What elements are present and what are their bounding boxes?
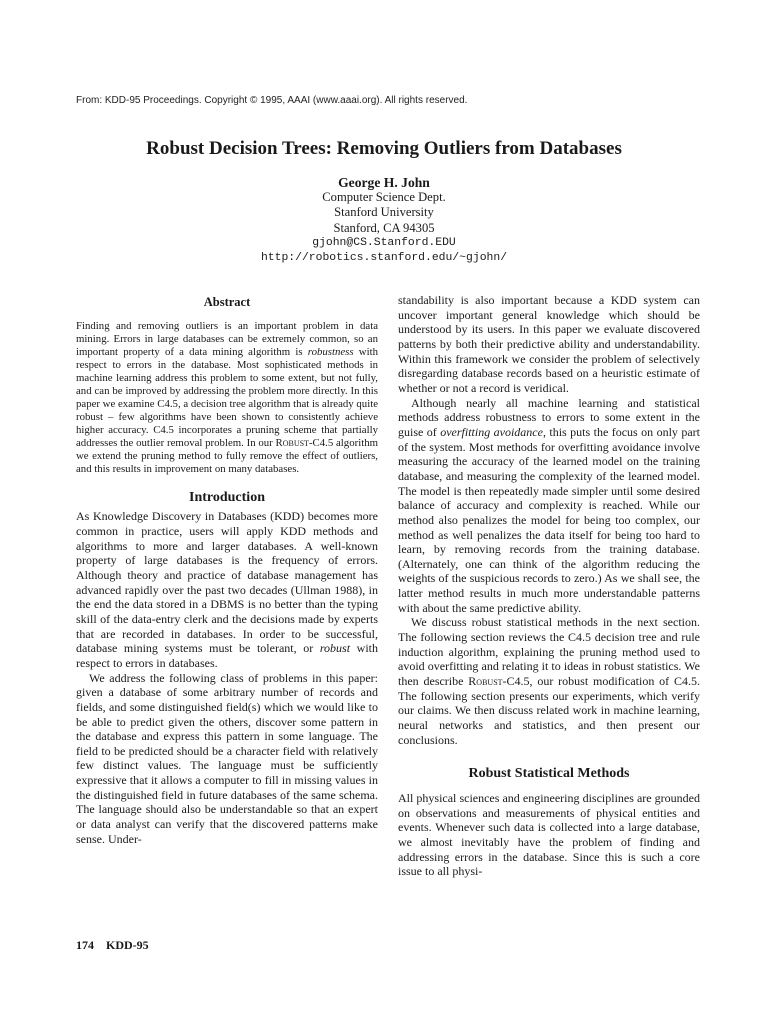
robust-methods-paragraph-1: All physical sciences and engineering disciplines are grounded on observations and measurements of physical entities and events. Whenever such data is collected into a large database, we almost inevitably have the problem of finding and addressing errors in the database. Since this is such a core issue to all physi-	[398, 791, 700, 879]
venue-label: KDD-95	[106, 938, 149, 952]
introduction-heading: Introduction	[189, 489, 265, 505]
paper-title: Robust Decision Trees: Removing Outliers from Databases	[146, 138, 622, 159]
intro-paragraph-2-continued: standability is also important because a KDD system can uncover important general knowledge which should be understood by its users. In this paper we evaluate discovered patterns by both their predictive ability and understandability. Within this framework we consider the problem of selectively disregarding database records based on a heuristic estimate of whether or not a record is veridical.	[398, 293, 700, 395]
left-column	[76, 295, 378, 846]
affiliation-address: Stanford, CA 94305	[333, 220, 435, 235]
copyright-notice: From: KDD-95 Proceedings. Copyright © 1995, AAAI (www.aaai.org). All rights reserved.	[76, 95, 468, 106]
intro-emphasis-overfitting: overfitting avoidance	[440, 424, 543, 439]
author-name: George H. John	[338, 175, 430, 190]
author-block	[0, 175, 768, 266]
intro-emphasis-robust: robust	[319, 641, 351, 656]
robust-smallcaps-2: Robust	[468, 674, 503, 689]
abstract-emphasis: robustness	[307, 345, 354, 358]
intro-paragraph-2: We address the following class of problems in this paper: given a database of some arbitrary number of records and fields, and some distinguished field(s) which we would like to be able to predict given the others, discover some pattern in the database and express this pattern in some language. The field to be predicted should be a character field with relatively few distinct values. The language must be sufficiently expressive that it allows a computer to fill in missing values in the distinguished field in future databases of the same schema. The language should also be understandable so that an expert or data analyst can verify that the discovered patterns make sense. Under-	[76, 670, 378, 846]
affiliation-university: Stanford University	[334, 205, 434, 220]
abstract-text: Finding and removing outliers is an important problem in data mining. Errors in large databases can be extremely common, so an important property of a data mining algorithm is robustness with respect to errors in the database. Most sophisticated methods in machine learning address this problem to some extent, but not fully, and can be improved by addressing the problem more directly. In this paper we examine C4.5, a decision tree algorithm that is already quite robust – few algorithms have been shown to consistently achieve higher accuracy. C4.5 incorporates a pruning scheme that partially addresses the outlier removal problem. In our Robust-C4.5 algorithm we extend the pruning method to fully remove the effect of outliers, and this results in improvement on many databases.	[76, 319, 378, 475]
intro-paragraph-1: As Knowledge Discovery in Databases (KDD) becomes more common in practice, users will apply KDD methods and algorithms to more and larger databases. A well-known property of large databases is the frequency of errors. Although theory and practice of database management has advanced rapidly over the past two decades (Ullman 1988), in the end the data stored in a DBMS is no better than the typing skill of the data-entry clerk and the decisions made by experts that are recorded in databases. In order to be successful, database mining systems must be tolerant, or robust with respect to errors in databases.	[76, 509, 378, 670]
intro-paragraph-4: We discuss robust statistical methods in the next section. The following section reviews the C4.5 decision tree and rule induction algorithm, explaining the pruning method used to avoid overfitting and relating it to ideas in robust statistics. We then describe Robust-C4.5, our robust modification of C4.5. The following section presents our experiments, which verify our claims. We then discuss related work in machine learning, neural networks and statistics, and then present our conclusions.	[398, 615, 700, 747]
page-footer	[76, 938, 149, 953]
abstract-heading: Abstract	[203, 295, 251, 309]
author-email: gjohn@CS.Stanford.EDU	[312, 236, 456, 249]
page-number: 174	[76, 938, 94, 952]
affiliation-dept: Computer Science Dept.	[322, 190, 446, 205]
right-column	[398, 293, 700, 879]
intro-paragraph-3: Although nearly all machine learning and statistical methods address robustness to errors to some extent in the guise of overfitting avoidance, this puts the focus on only part of the system. Most methods for overfitting avoidance involve measuring the accuracy of the learned model on the training database, and measuring the complexity of the learned model. The model is then repeatedly made simpler until some desired balance of accuracy and complexity is reached. While our method also penalizes the model for being too complex, our method as well penalizes the data itself for being too hard to learn, by removing records from the training database. (Alternately, one can think of the algorithm reducing the weights of the suspicious records to zero.) As we shall see, the latter method results in much more understandable patterns with about the same predictive ability.	[398, 395, 700, 615]
robust-methods-heading: Robust Statistical Methods	[468, 766, 630, 782]
author-url: http://robotics.stanford.edu/~gjohn/	[260, 252, 508, 265]
robust-smallcaps: Robust	[275, 436, 309, 449]
